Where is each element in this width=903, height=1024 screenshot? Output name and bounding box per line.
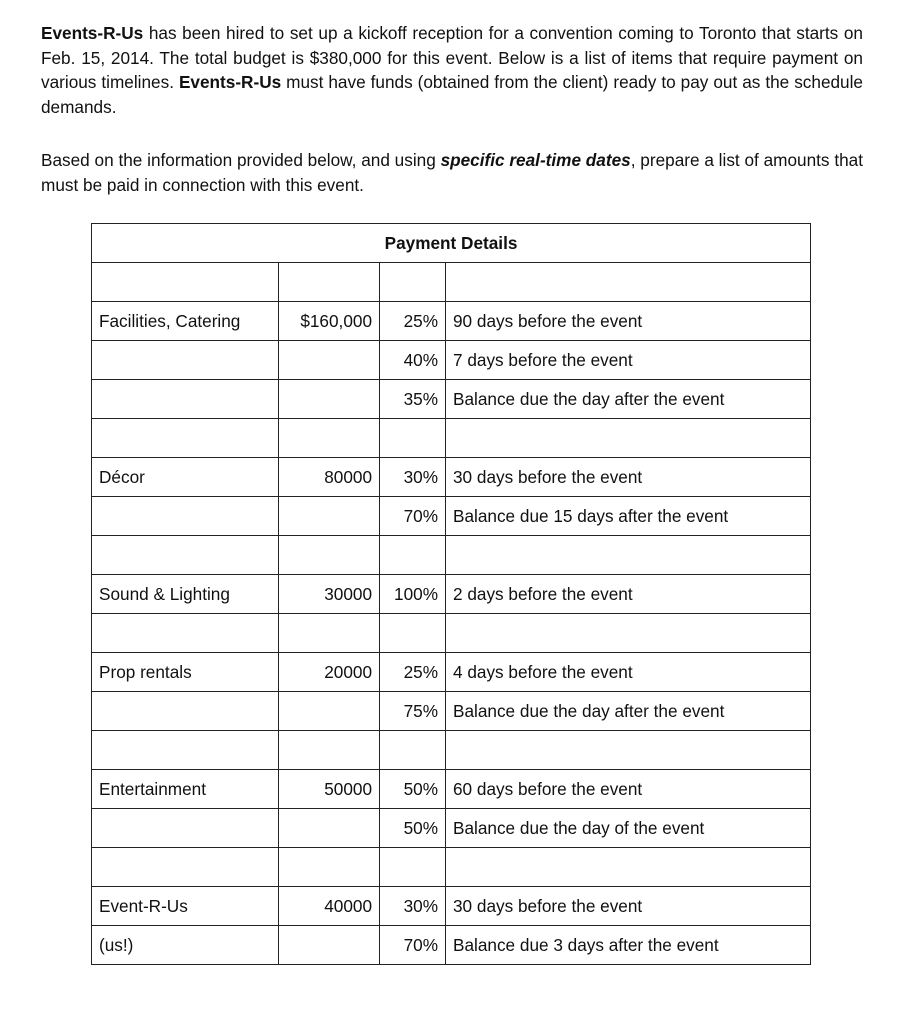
timing-cell <box>446 848 811 887</box>
percent-cell: 30% <box>380 887 446 926</box>
intro-text-b: must have funds (obtained from the client) ready to pay out as the schedule demands. <box>41 72 863 117</box>
percent-cell: 25% <box>380 653 446 692</box>
amount-cell: 30000 <box>279 575 380 614</box>
timing-cell: 2 days before the event <box>446 575 811 614</box>
intro-text-a: has been hired to set up a kickoff reception for a convention coming to Toronto that starts on Feb. 15, 2014. The total budget is $380,000 for this event. Below is a list of items that require payment on various timelines. <box>41 23 863 92</box>
table-row <box>92 926 811 965</box>
amount-cell <box>279 614 380 653</box>
amount-cell <box>279 731 380 770</box>
amount-cell: 20000 <box>279 653 380 692</box>
table-row <box>92 887 811 926</box>
timing-cell <box>446 536 811 575</box>
percent-cell <box>380 263 446 302</box>
item-cell <box>92 731 279 770</box>
timing-cell: 7 days before the event <box>446 341 811 380</box>
amount-cell <box>279 419 380 458</box>
timing-cell: 60 days before the event <box>446 770 811 809</box>
amount-cell: 50000 <box>279 770 380 809</box>
item-cell: Décor <box>92 458 279 497</box>
company-name: Events-R-Us <box>41 23 144 43</box>
amount-cell: 80000 <box>279 458 380 497</box>
timing-cell <box>446 731 811 770</box>
table-title: Payment Details <box>92 224 811 263</box>
item-cell: Entertainment <box>92 770 279 809</box>
timing-cell <box>446 263 811 302</box>
instruction-text-a: Based on the information provided below, and using <box>41 150 441 170</box>
percent-cell: 75% <box>380 692 446 731</box>
payment-details-table <box>91 223 811 965</box>
percent-cell <box>380 731 446 770</box>
item-cell <box>92 536 279 575</box>
timing-cell: Balance due the day after the event <box>446 692 811 731</box>
timing-cell: 30 days before the event <box>446 458 811 497</box>
amount-cell <box>279 848 380 887</box>
table-row <box>92 575 811 614</box>
timing-cell <box>446 614 811 653</box>
table-row <box>92 809 811 848</box>
table-row <box>92 380 811 419</box>
table-row <box>92 653 811 692</box>
item-cell <box>92 848 279 887</box>
amount-cell <box>279 497 380 536</box>
item-cell <box>92 263 279 302</box>
instruction-paragraph <box>41 148 863 197</box>
instruction-text-b: , prepare a list of amounts that must be paid in connection with this event. <box>41 150 863 195</box>
timing-cell: Balance due the day after the event <box>446 380 811 419</box>
timing-cell: 4 days before the event <box>446 653 811 692</box>
table-row <box>92 263 811 302</box>
table-row <box>92 497 811 536</box>
table-row <box>92 731 811 770</box>
percent-cell: 50% <box>380 809 446 848</box>
percent-cell <box>380 848 446 887</box>
item-cell: Facilities, Catering <box>92 302 279 341</box>
table-row <box>92 770 811 809</box>
item-cell: Prop rentals <box>92 653 279 692</box>
amount-cell <box>279 809 380 848</box>
table-row <box>92 848 811 887</box>
amount-cell: 40000 <box>279 887 380 926</box>
percent-cell <box>380 419 446 458</box>
timing-cell <box>446 419 811 458</box>
amount-cell <box>279 341 380 380</box>
percent-cell: 35% <box>380 380 446 419</box>
percent-cell: 40% <box>380 341 446 380</box>
table-row <box>92 341 811 380</box>
percent-cell: 70% <box>380 497 446 536</box>
item-cell <box>92 419 279 458</box>
amount-cell <box>279 380 380 419</box>
table-row <box>92 302 811 341</box>
table-row <box>92 692 811 731</box>
item-cell <box>92 809 279 848</box>
item-cell <box>92 692 279 731</box>
item-cell: Event-R-Us <box>92 887 279 926</box>
amount-cell <box>279 926 380 965</box>
amount-cell <box>279 692 380 731</box>
timing-cell: Balance due 15 days after the event <box>446 497 811 536</box>
percent-cell: 100% <box>380 575 446 614</box>
item-cell <box>92 341 279 380</box>
timing-cell: 90 days before the event <box>446 302 811 341</box>
amount-cell: $160,000 <box>279 302 380 341</box>
item-cell <box>92 497 279 536</box>
timing-cell: Balance due the day of the event <box>446 809 811 848</box>
instruction-emphasis: specific real-time dates <box>440 150 631 170</box>
percent-cell: 50% <box>380 770 446 809</box>
timing-cell: 30 days before the event <box>446 887 811 926</box>
percent-cell <box>380 536 446 575</box>
item-cell: Sound & Lighting <box>92 575 279 614</box>
percent-cell <box>380 614 446 653</box>
company-name-2: Events-R-Us <box>178 72 282 92</box>
timing-cell: Balance due 3 days after the event <box>446 926 811 965</box>
amount-cell <box>279 263 380 302</box>
table-row <box>92 536 811 575</box>
percent-cell: 25% <box>380 302 446 341</box>
intro-paragraph <box>41 21 863 119</box>
table-header-row <box>92 224 811 263</box>
item-cell: (us!) <box>92 926 279 965</box>
table-row <box>92 419 811 458</box>
item-cell <box>92 380 279 419</box>
table-row <box>92 614 811 653</box>
item-cell <box>92 614 279 653</box>
table-row <box>92 458 811 497</box>
percent-cell: 70% <box>380 926 446 965</box>
percent-cell: 30% <box>380 458 446 497</box>
amount-cell <box>279 536 380 575</box>
